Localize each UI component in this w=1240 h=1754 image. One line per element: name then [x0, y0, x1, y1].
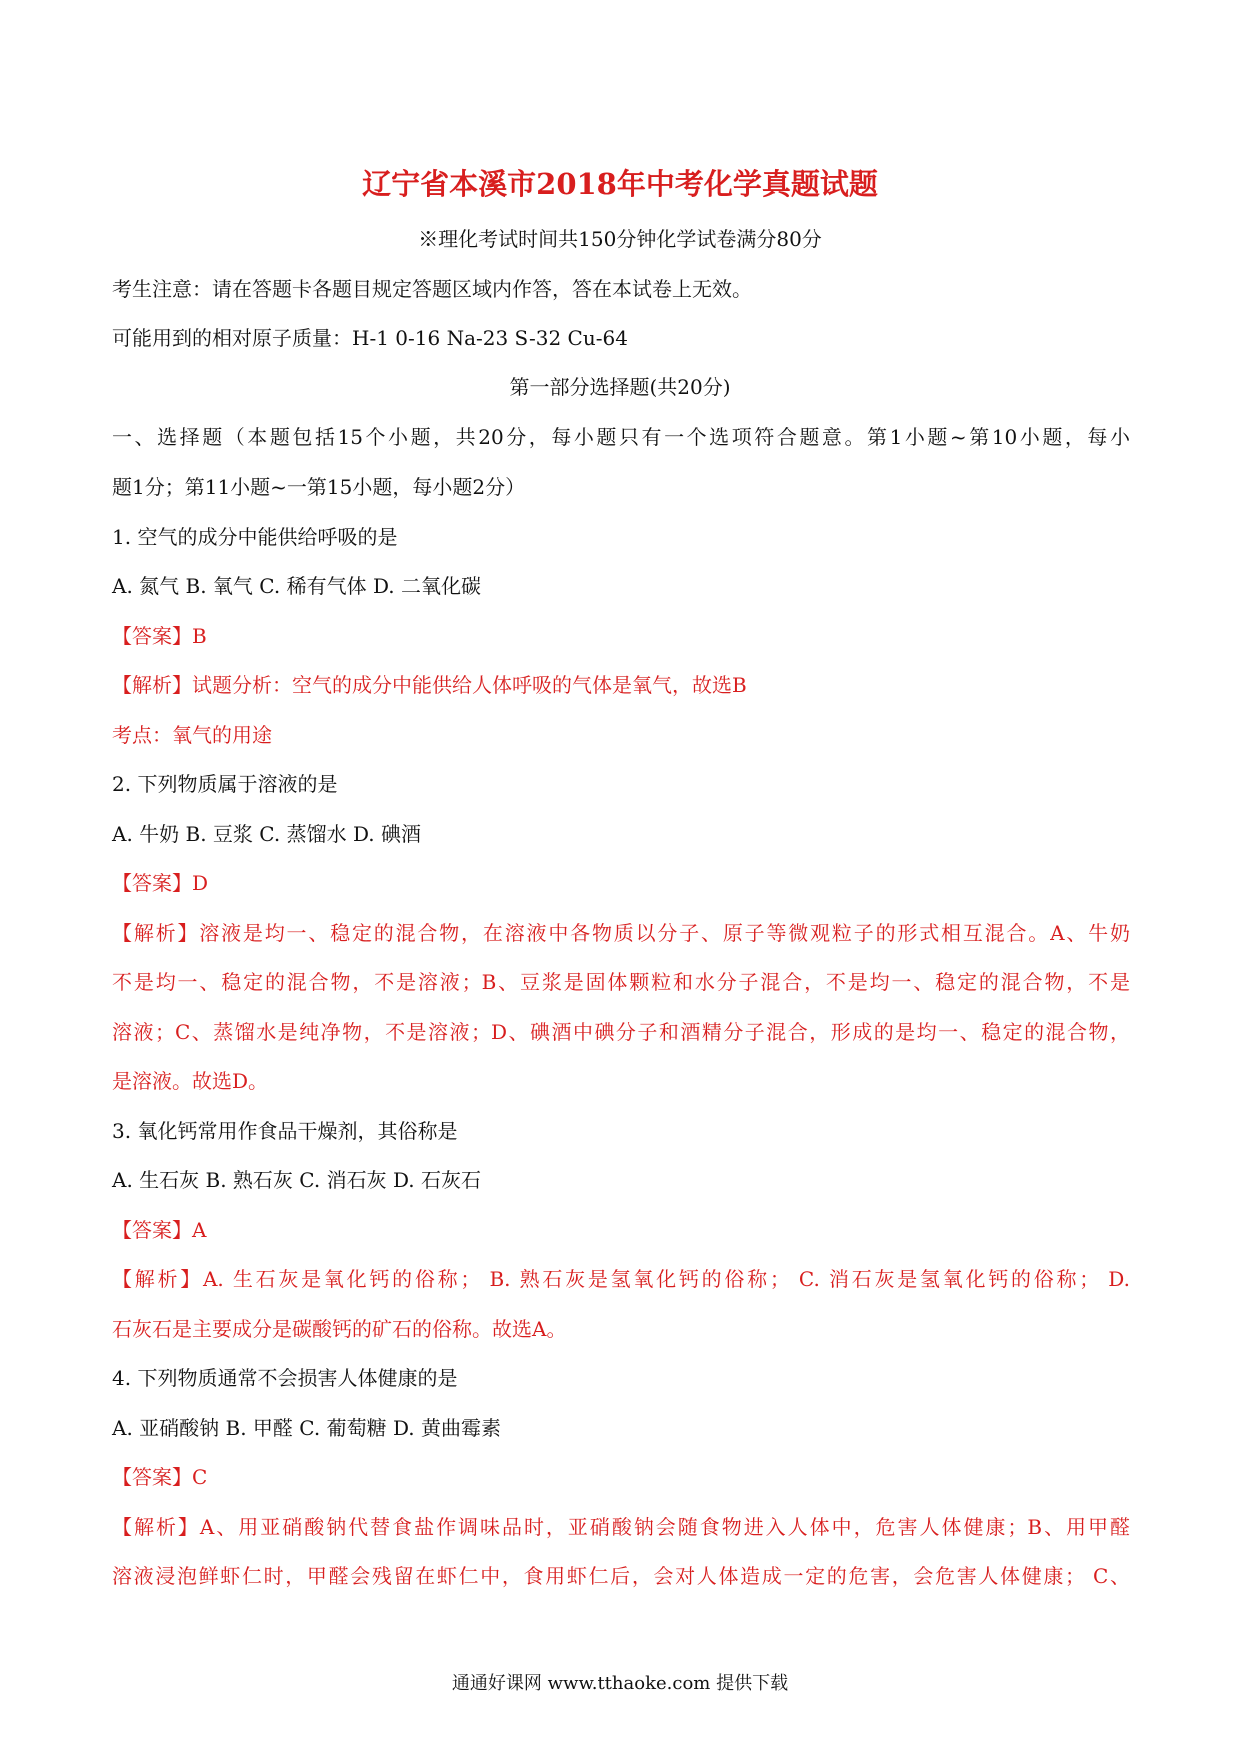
page-subtitle: ※理化考试时间共150分钟化学试卷满分80分: [418, 227, 822, 251]
question-3-text: 3. 氧化钙常用作食品干燥剂，其俗称是: [112, 1119, 458, 1143]
question-3-answer: 【答案】A: [112, 1218, 207, 1242]
question-2-analysis-line: 不是均一、稳定的混合物，不是溶液；B、豆浆是固体颗粒和水分子混合，不是均一、稳定的混合物，不是: [112, 970, 1130, 994]
question-1-text: 1. 空气的成分中能供给呼吸的是: [112, 525, 398, 549]
question-2-analysis-line: 【解析】溶液是均一、稳定的混合物，在溶液中各物质以分子、原子等微观粒子的形式相互混合。A、牛奶: [112, 921, 1130, 945]
question-4-text: 4. 下列物质通常不会损害人体健康的是: [112, 1366, 458, 1390]
atomic-masses: 可能用到的相对原子质量：H-1 0-16 Na-23 S-32 Cu-64: [112, 326, 628, 350]
question-2-options: A. 牛奶 B. 豆浆 C. 蒸馏水 D. 碘酒: [112, 822, 421, 846]
question-3-options: A. 生石灰 B. 熟石灰 C. 消石灰 D. 石灰石: [112, 1168, 481, 1192]
page-footer: 通通好课网 www.tthaoke.com 提供下载: [451, 1673, 789, 1694]
question-2-analysis-line: 溶液；C、蒸馏水是纯净物，不是溶液；D、碘酒中碘分子和酒精分子混合，形成的是均一、稳定的混合物，: [112, 1020, 1130, 1044]
section-intro-line: 题1分；第11小题~一第15小题，每小题2分）: [112, 475, 526, 499]
page-title: 辽宁省本溪市2018年中考化学真题试题: [362, 167, 878, 201]
question-4-analysis-line: 溶液浸泡鲜虾仁时，甲醛会残留在虾仁中，食用虾仁后，会对人体造成一定的危害，会危害人体健康； C、: [112, 1564, 1130, 1588]
question-1-topic: 考点：氧气的用途: [112, 723, 272, 747]
question-1-answer: 【答案】B: [112, 624, 207, 648]
question-3-analysis-line: 石灰石是主要成分是碳酸钙的矿石的俗称。故选A。: [112, 1317, 567, 1341]
exam-notice: 考生注意：请在答题卡各题目规定答题区域内作答，答在本试卷上无效。: [112, 277, 752, 301]
question-4-answer: 【答案】C: [112, 1465, 208, 1489]
question-4-analysis-line: 【解析】A、用亚硝酸钠代替食盐作调味品时，亚硝酸钠会随食物进入人体中，危害人体健康；B、用甲醛: [112, 1515, 1130, 1539]
question-3-analysis-line: 【解析】A. 生石灰是氧化钙的俗称； B. 熟石灰是氢氧化钙的俗称； C. 消石灰是氢氧化钙的俗称； D.: [112, 1267, 1130, 1291]
question-4-options: A. 亚硝酸钠 B. 甲醛 C. 葡萄糖 D. 黄曲霉素: [112, 1416, 501, 1440]
question-1-options: A. 氮气 B. 氧气 C. 稀有气体 D. 二氧化碳: [112, 574, 481, 598]
question-2-answer: 【答案】D: [112, 871, 209, 895]
question-2-text: 2. 下列物质属于溶液的是: [112, 772, 338, 796]
section-intro-line: 一、选择题（本题包括15个小题，共20分，每小题只有一个选项符合题意。第1小题~第10小题，每小: [112, 425, 1130, 449]
question-1-analysis: 【解析】试题分析：空气的成分中能供给人体呼吸的气体是氧气，故选B: [112, 673, 747, 697]
part-title: 第一部分选择题(共20分): [509, 375, 731, 399]
question-2-analysis-line: 是溶液。故选D。: [112, 1069, 269, 1093]
